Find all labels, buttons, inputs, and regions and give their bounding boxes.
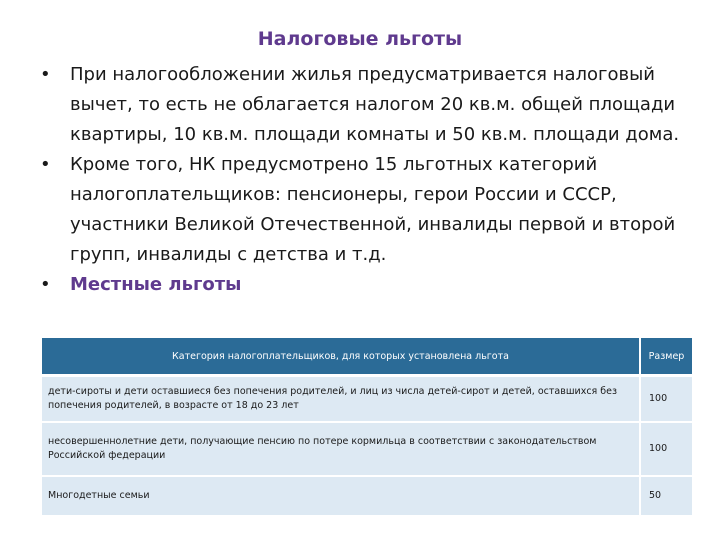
cell-category: Многодетные семьи <box>42 476 640 516</box>
table-header-row <box>42 338 693 376</box>
table-row <box>42 422 693 476</box>
benefits-table <box>42 338 694 517</box>
table-row <box>42 476 693 516</box>
bullet-item-categories <box>40 150 690 270</box>
cell-size: 100 <box>640 422 693 476</box>
column-header-size: Размер <box>640 338 693 376</box>
bullet-list <box>40 60 690 300</box>
bullet-marker: • <box>40 64 51 85</box>
cell-size: 50 <box>640 476 693 516</box>
bullet-item-local-benefits <box>40 270 690 300</box>
bullet-text: Кроме того, НК предусмотрено 15 льготных категорий налогоплательщиков: пенсионеры, герои России и СССР, участники Великой Отечественной, инвалиды первой и второй групп, инвалиды с детства и т.д. <box>70 154 676 265</box>
column-header-category: Категория налогоплательщиков, для которых установлена льгота <box>42 338 640 376</box>
table-row <box>42 376 693 423</box>
bullet-text: При налогообложении жилья предусматривается налоговый вычет, то есть не облагается налогом 20 кв.м. общей площади квартиры, 10 кв.м. площади комнаты и 50 кв.м. площади дома. <box>70 64 680 145</box>
bullet-item-deduction <box>40 60 690 150</box>
bullet-text: Местные льготы <box>70 274 242 295</box>
cell-category: дети-сироты и дети оставшиеся без попечения родителей, и лиц из числа детей-сирот и детей, оставшихся без попечения родителей, в возрасте от 18 до 23 лет <box>42 376 640 423</box>
cell-category: несовершеннолетние дети, получающие пенсию по потере кормильца в соответствии с законодательством Российской федерации <box>42 422 640 476</box>
bullet-marker: • <box>40 154 51 175</box>
slide-title: Налоговые льготы <box>257 28 463 50</box>
cell-size: 100 <box>640 376 693 423</box>
bullet-marker: • <box>40 274 51 295</box>
